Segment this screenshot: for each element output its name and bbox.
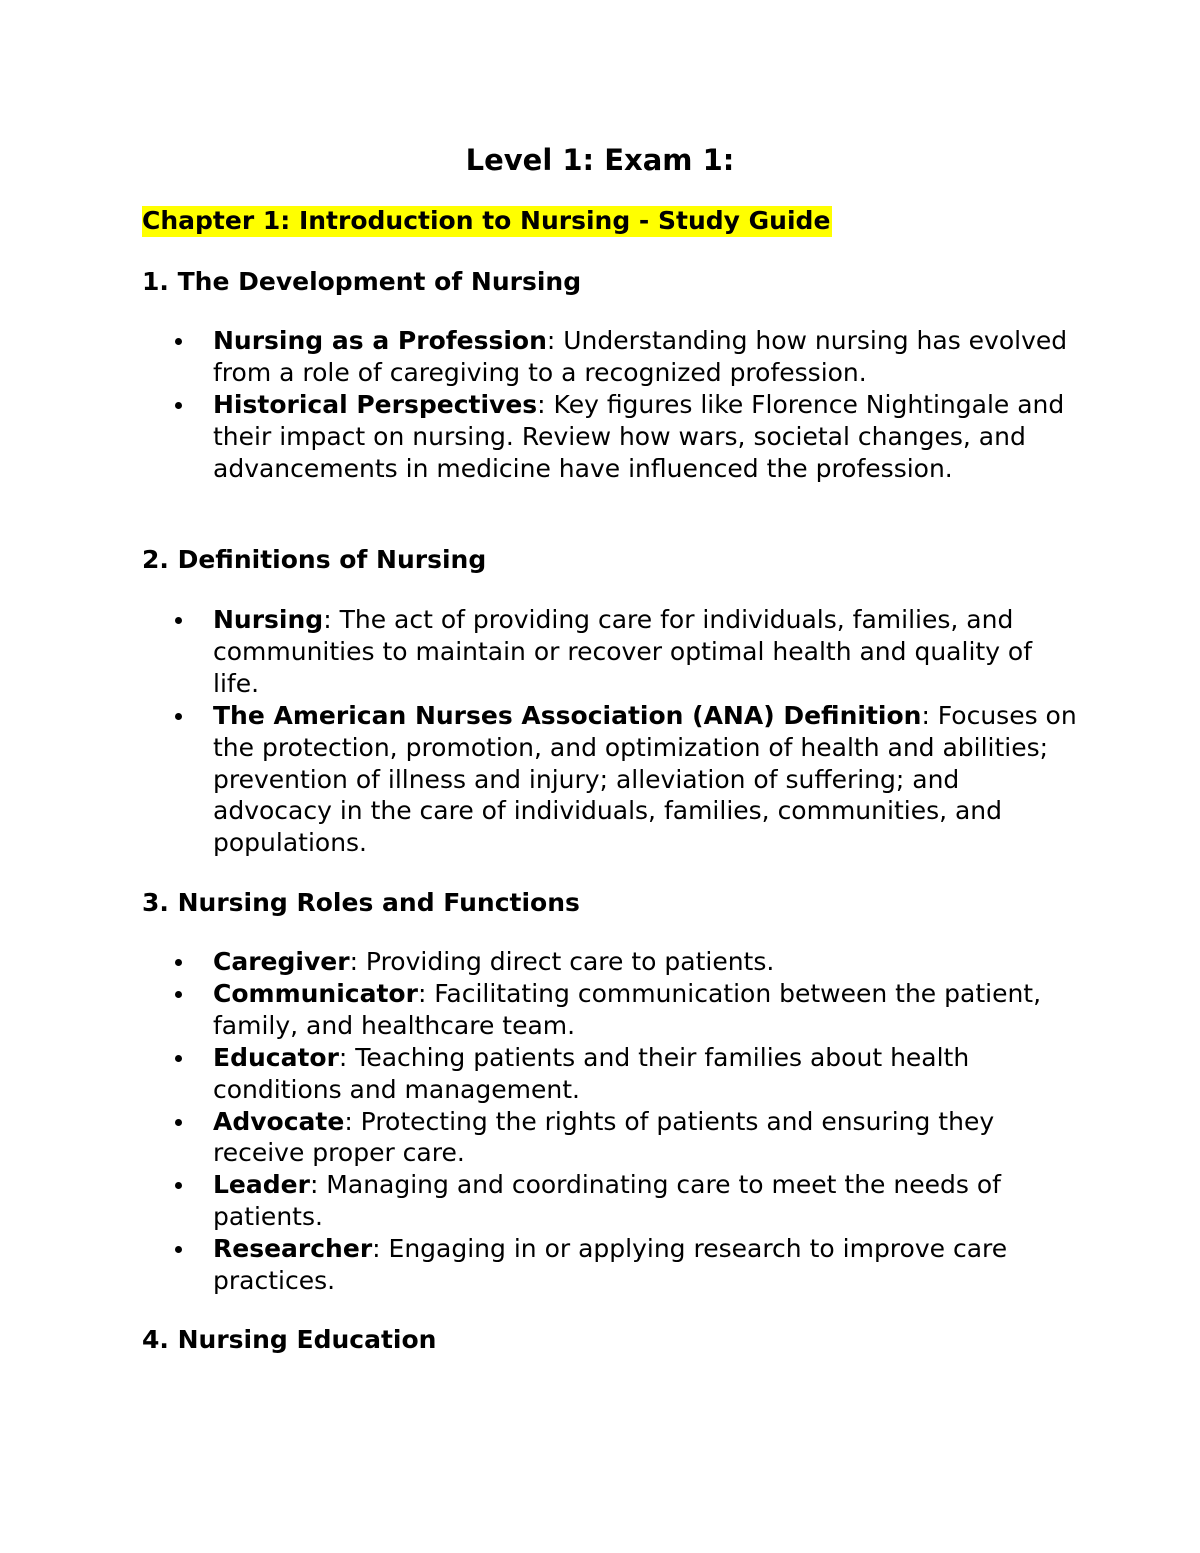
bullet-icon	[175, 338, 182, 345]
list-item	[142, 978, 1082, 1042]
item-term: Historical Perspectives	[213, 389, 538, 419]
item-text: : Understanding how nursing has evolved from a role of caregiving to a recognized profession.	[213, 326, 1068, 387]
bullet-icon	[175, 617, 182, 624]
list-item	[142, 1169, 1082, 1233]
item-term: Nursing as a Profession	[213, 326, 547, 355]
chapter-heading	[142, 203, 832, 239]
item-term: Researcher	[213, 1234, 373, 1264]
list-item	[142, 389, 1082, 485]
bullet-icon	[175, 991, 182, 998]
item-text: : Protecting the rights of patients and ensuring they receive proper care.	[213, 1106, 995, 1168]
item-text: : Providing direct care to patients.	[349, 947, 775, 976]
bullet-icon	[175, 1246, 182, 1253]
list-item	[142, 946, 1082, 978]
section-list-development	[142, 325, 1082, 485]
item-term: The American Nurses Association (ANA) Definition	[213, 700, 922, 730]
list-item	[142, 700, 1082, 860]
list-item	[142, 604, 1082, 700]
item-text: : Key figures like Florence Nightingale and their impact on nursing. Review how wars, societal changes, and advancements in medicine have influenced the profession.	[213, 389, 1065, 483]
section-heading-roles: 3. Nursing Roles and Functions	[142, 888, 580, 917]
bullet-icon	[175, 959, 182, 966]
item-text: : Facilitating communication between the patient, family, and healthcare team.	[213, 978, 1042, 1040]
item-term: Communicator	[213, 978, 418, 1008]
bullet-icon	[175, 1182, 182, 1189]
item-text: : The act of providing care for individuals, families, and communities to maintain or recover optimal health and quality of life.	[213, 605, 1033, 698]
item-text: : Focuses on the protection, promotion, and optimization of health and abilities; prevention of illness and injury; alleviation of suffering; and advocacy in the care of individuals, families, communities, and populations.	[213, 700, 1077, 858]
bullet-icon	[175, 1055, 182, 1062]
bullet-icon	[175, 402, 182, 409]
item-term: Caregiver	[213, 947, 350, 976]
item-term: Educator	[213, 1042, 339, 1072]
item-text: : Managing and coordinating care to meet the needs of patients.	[213, 1170, 1001, 1232]
item-term: Leader	[213, 1170, 310, 1200]
bullet-icon	[175, 1119, 182, 1126]
section-heading-education: 4. Nursing Education	[142, 1325, 437, 1354]
item-text: : Teaching patients and their families about health conditions and management.	[213, 1042, 970, 1104]
list-item	[142, 1233, 1082, 1297]
section-list-roles	[142, 946, 1082, 1297]
section-heading-development: 1. The Development of Nursing	[142, 267, 582, 296]
item-term: Nursing	[213, 605, 324, 634]
list-item	[142, 1106, 1082, 1170]
item-term: Advocate	[213, 1106, 345, 1136]
section-list-definitions	[142, 604, 1082, 859]
list-item	[142, 325, 1082, 389]
list-item	[142, 1042, 1082, 1106]
chapter-heading-highlight: Chapter 1: Introduction to Nursing - Study Guide	[142, 206, 831, 235]
item-text: : Engaging in or applying research to improve care practices.	[213, 1234, 1008, 1296]
document-title: Level 1: Exam 1:	[465, 143, 735, 177]
bullet-icon	[175, 713, 182, 720]
section-heading-definitions: 2. Definitions of Nursing	[142, 545, 487, 574]
